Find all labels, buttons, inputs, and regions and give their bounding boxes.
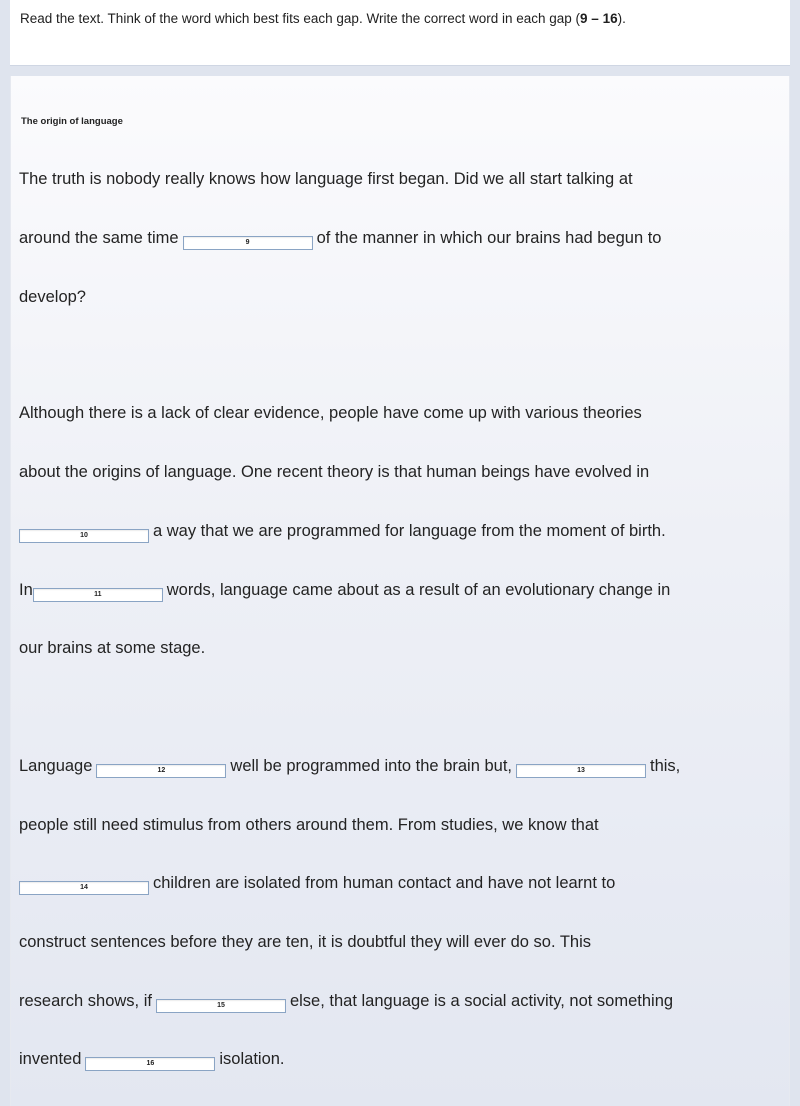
line-text: words, language came about as a result of an evolutionary change in — [166, 581, 671, 599]
gap-input-14[interactable]: 14 — [19, 881, 149, 895]
line-text: of the manner in which our brains had begun to — [316, 229, 662, 247]
line-text: our brains at some stage. — [19, 639, 206, 657]
gap-input-11[interactable]: 11 — [33, 588, 163, 602]
passage-title: The origin of language — [21, 116, 123, 127]
line-text: research shows, if — [19, 992, 152, 1010]
line-text: children are isolated from human contact and have not learnt to — [153, 874, 616, 892]
line-text: In — [19, 581, 33, 599]
instructions-text: Read the text. Think of the word which best fits each gap. Write the correct word in each gap ( — [20, 11, 581, 26]
gap-input-13[interactable]: 13 — [516, 764, 646, 778]
line-text: invented — [19, 1050, 82, 1068]
passage-line — [19, 756, 680, 778]
passage-line — [19, 462, 649, 482]
gap-input-10[interactable]: 10 — [19, 529, 149, 543]
line-text: people still need stimulus from others around them. From studies, we know that — [19, 816, 599, 834]
gap-input-12[interactable]: 12 — [96, 764, 226, 778]
instructions-close: ). — [617, 11, 626, 26]
line-text: develop? — [19, 288, 86, 306]
line-text: a way that we are programmed for language from the moment of birth. — [153, 522, 666, 540]
passage-line — [19, 228, 661, 250]
line-text: construct sentences before they are ten, it is doubtful they will ever do so. This — [19, 933, 591, 951]
line-text: Although there is a lack of clear evidence, people have come up with various theories — [19, 404, 642, 422]
gap-input-9[interactable]: 9 — [183, 236, 313, 250]
gap-input-15[interactable]: 15 — [156, 999, 286, 1013]
passage-line — [19, 638, 205, 658]
passage-line — [19, 580, 670, 602]
passage-line — [19, 873, 615, 895]
line-text: well be programmed into the brain but, — [230, 757, 512, 775]
line-text: isolation. — [219, 1050, 285, 1068]
passage-line — [19, 932, 591, 952]
passage-line — [19, 287, 86, 307]
passage-panel — [10, 76, 790, 1106]
line-text: The truth is nobody really knows how language first began. Did we all start talking at — [19, 170, 633, 188]
line-text: this, — [650, 757, 681, 775]
instructions — [10, 0, 790, 66]
passage-line — [19, 991, 673, 1013]
passage-line — [19, 169, 633, 189]
passage-line — [19, 521, 666, 543]
line-text: around the same time — [19, 229, 179, 247]
line-text: else, that language is a social activity, not something — [289, 992, 674, 1010]
line-text: about the origins of language. One recent theory is that human beings have evolved in — [19, 463, 650, 481]
passage-line — [19, 815, 599, 835]
line-text: Language — [19, 757, 93, 775]
instructions-range: 9 – 16 — [580, 11, 618, 26]
passage-line — [19, 403, 642, 423]
gap-input-16[interactable]: 16 — [85, 1057, 215, 1071]
passage-line — [19, 1049, 285, 1071]
